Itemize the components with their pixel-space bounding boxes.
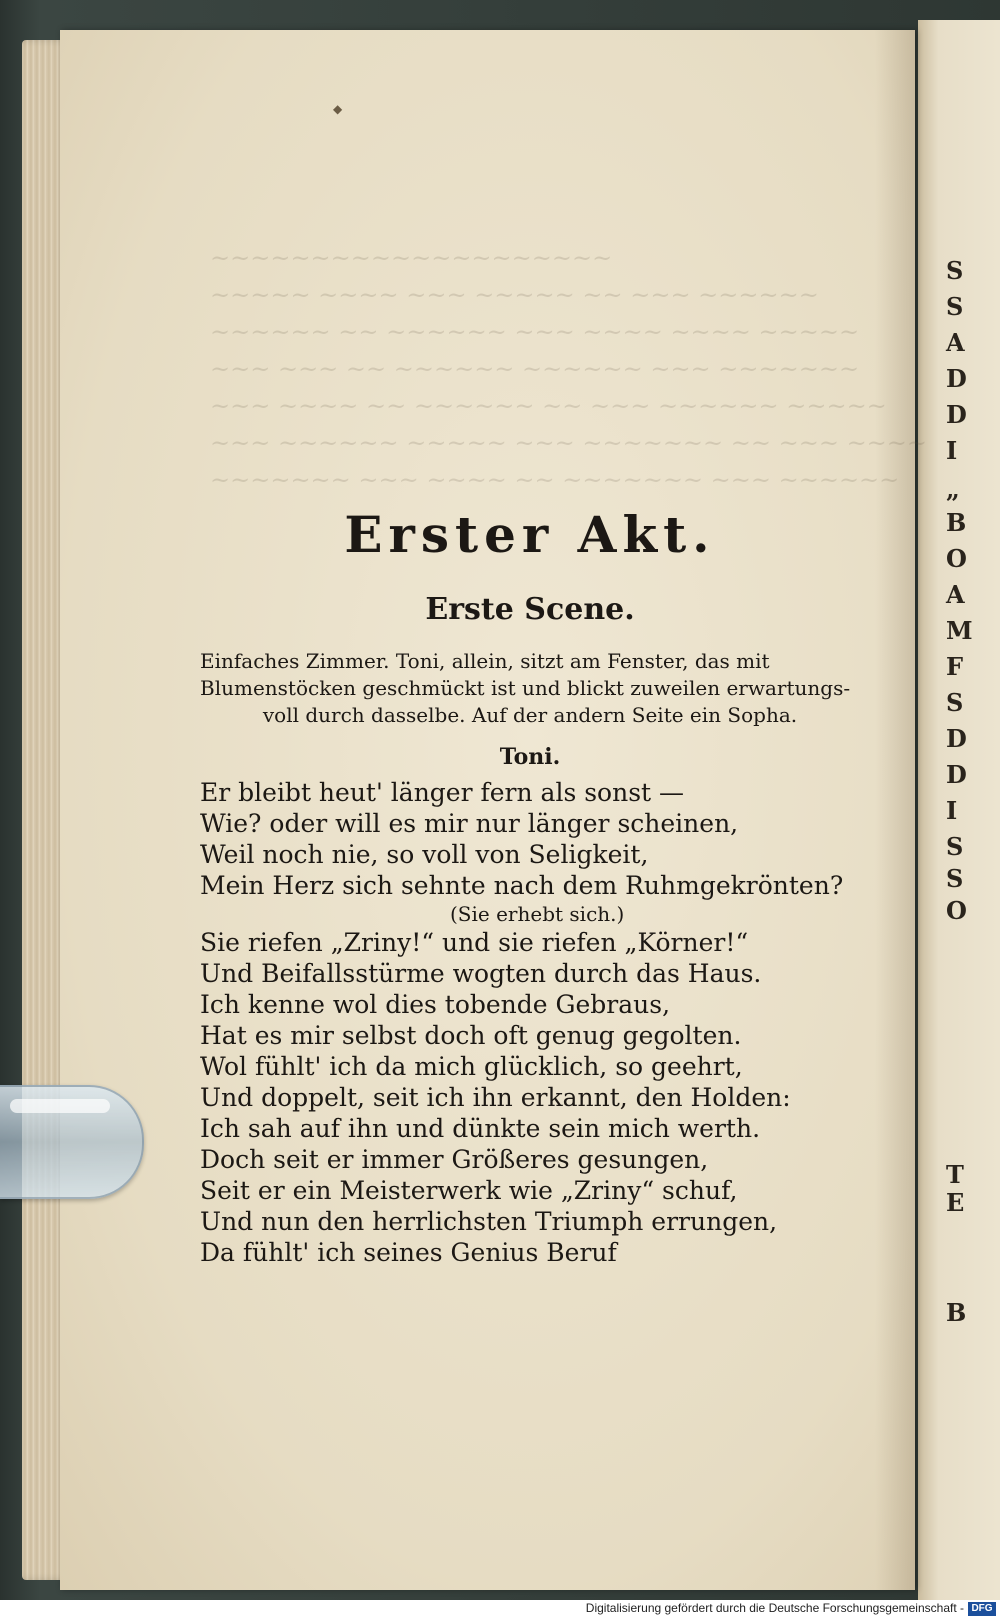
clip-highlight	[10, 1099, 110, 1113]
verse-line: Wie? oder will es mir nur länger scheinen,	[200, 809, 739, 838]
verse-line: Und doppelt, seit ich ihn erkannt, den Holden:	[200, 1083, 791, 1112]
edge-letter: B	[946, 508, 967, 537]
verse-line: Seit er ein Meisterwerk wie „Zriny“ schuf,	[200, 1176, 738, 1205]
dfg-logo: DFG	[968, 1602, 996, 1616]
inline-stage-direction: (Sie erhebt sich.)	[450, 902, 625, 926]
verse-line: Hat es mir selbst doch oft genug gegolten.	[200, 1021, 742, 1050]
page-holder-clip	[0, 1085, 144, 1199]
edge-letter: I	[946, 796, 958, 825]
stage-direction	[200, 648, 860, 729]
edge-letter: B	[946, 1298, 967, 1327]
edge-letter: O	[946, 896, 967, 925]
verse-line: Ich kenne wol dies tobende Gebraus,	[200, 990, 671, 1019]
page-gutter-shadow	[875, 30, 915, 1590]
edge-letter: D	[946, 724, 967, 753]
stage-direction-line: Blumenstöcken geschmückt ist und blickt zuweilen erwartungs-	[200, 676, 851, 700]
verse-line: Und Beifallsstürme wogten durch das Haus.	[200, 959, 762, 988]
edge-letter: E	[946, 1188, 965, 1217]
page-content	[200, 500, 860, 1268]
printer-mark-icon: ◆	[333, 102, 343, 116]
funding-credit: Digitalisierung gefördert durch die Deutsche Forschungsgemeinschaft -	[585, 1601, 964, 1615]
verse-line: Da fühlt' ich seines Genius Beruf	[200, 1238, 617, 1267]
edge-letter: „	[946, 475, 960, 504]
act-title: Erster Akt.	[344, 505, 716, 564]
verse-line: Sie riefen „Zriny!“ und sie riefen „Körner!“	[200, 928, 749, 957]
edge-letter: A	[946, 580, 965, 609]
verse-line: Er bleibt heut' länger fern als sonst —	[200, 778, 685, 807]
edge-letter: S	[946, 832, 964, 861]
edge-letter: S	[946, 256, 964, 285]
edge-letter: O	[946, 544, 967, 573]
edge-letter: D	[946, 364, 967, 393]
verse-line: Ich sah auf ihn und dünkte sein mich werth.	[200, 1114, 761, 1143]
edge-letter: F	[946, 652, 964, 681]
next-page-edge	[918, 20, 1000, 1600]
verse-line: Weil noch nie, so voll von Seligkeit,	[200, 840, 649, 869]
edge-letter: S	[946, 688, 964, 717]
edge-letter: I	[946, 436, 958, 465]
edge-letter: D	[946, 400, 967, 429]
verse-line: Und nun den herrlichsten Triumph errungen,	[200, 1207, 778, 1236]
verse-line: Wol fühlt' ich da mich glücklich, so geehrt,	[200, 1052, 743, 1081]
edge-letter: M	[946, 616, 973, 645]
stage-direction-line: voll durch dasselbe. Auf der andern Seite ein Sopha.	[262, 703, 798, 727]
edge-letter: A	[946, 328, 965, 357]
edge-letter: T	[946, 1160, 964, 1189]
stage-direction-line: Einfaches Zimmer. Toni, allein, sitzt am Fenster, das mit	[200, 649, 770, 673]
edge-letter: S	[946, 292, 964, 321]
edge-letter: D	[946, 760, 967, 789]
edge-letter: S	[946, 864, 964, 893]
verse-line: Mein Herz sich sehnte nach dem Ruhmgekrönten?	[200, 871, 844, 900]
speaker-name: Toni.	[499, 744, 561, 770]
scene-title: Erste Scene.	[425, 592, 635, 627]
verse-line: Doch seit er immer Größeres gesungen,	[200, 1145, 709, 1174]
